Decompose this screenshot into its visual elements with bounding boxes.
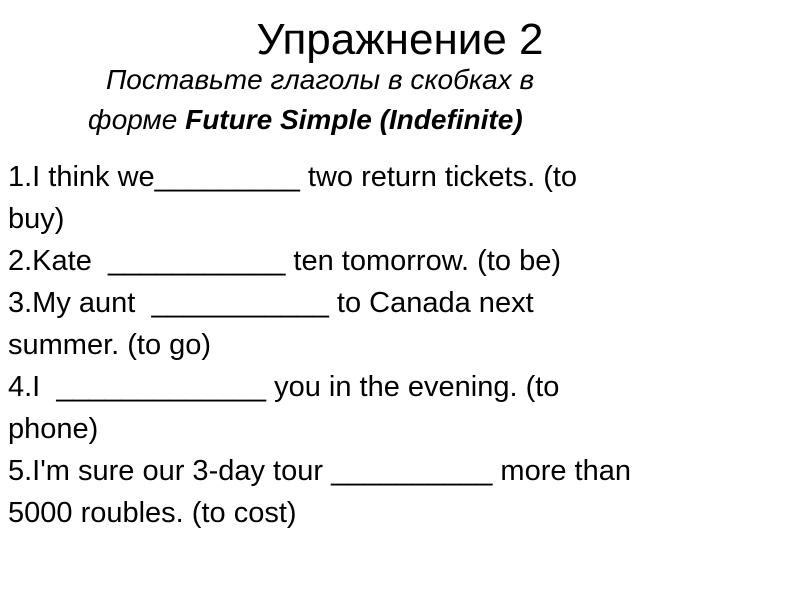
exercise-item-3 [8,282,792,366]
instruction-tense: Future Simple (Indefinite) [185,104,523,135]
exercise-item-2 [8,240,792,282]
exercise-item-5 [8,450,792,534]
exercise-1-line-1: 1.I think we_________ two return tickets. (to [8,161,578,193]
exercise-list [8,156,792,534]
instruction-line-2 [88,100,708,140]
exercise-1-line-2: buy) [8,203,65,235]
exercise-2-line-1: 2.Kate ___________ ten tomorrow. (to be) [8,245,561,277]
exercise-item-1 [8,156,792,240]
exercise-item-4 [8,366,792,450]
exercise-4-line-1: 4.I _____________ you in the evening. (to [8,371,560,403]
instruction [88,60,708,140]
instruction-prefix: форме [88,104,186,135]
exercise-5-line-2: 5000 roubles. (to cost) [8,497,297,529]
exercise-4-line-2: phone) [8,413,99,445]
exercise-3-line-2: summer. (to go) [8,329,212,361]
exercise-5-line-1: 5.I'm sure our 3-day tour __________ more than [8,455,631,487]
slide-title: Упражнение 2 [256,15,544,64]
instruction-line-1: Поставьте глаголы в скобках в [106,64,535,95]
exercise-3-line-1: 3.My aunt ___________ to Canada next [8,287,534,319]
